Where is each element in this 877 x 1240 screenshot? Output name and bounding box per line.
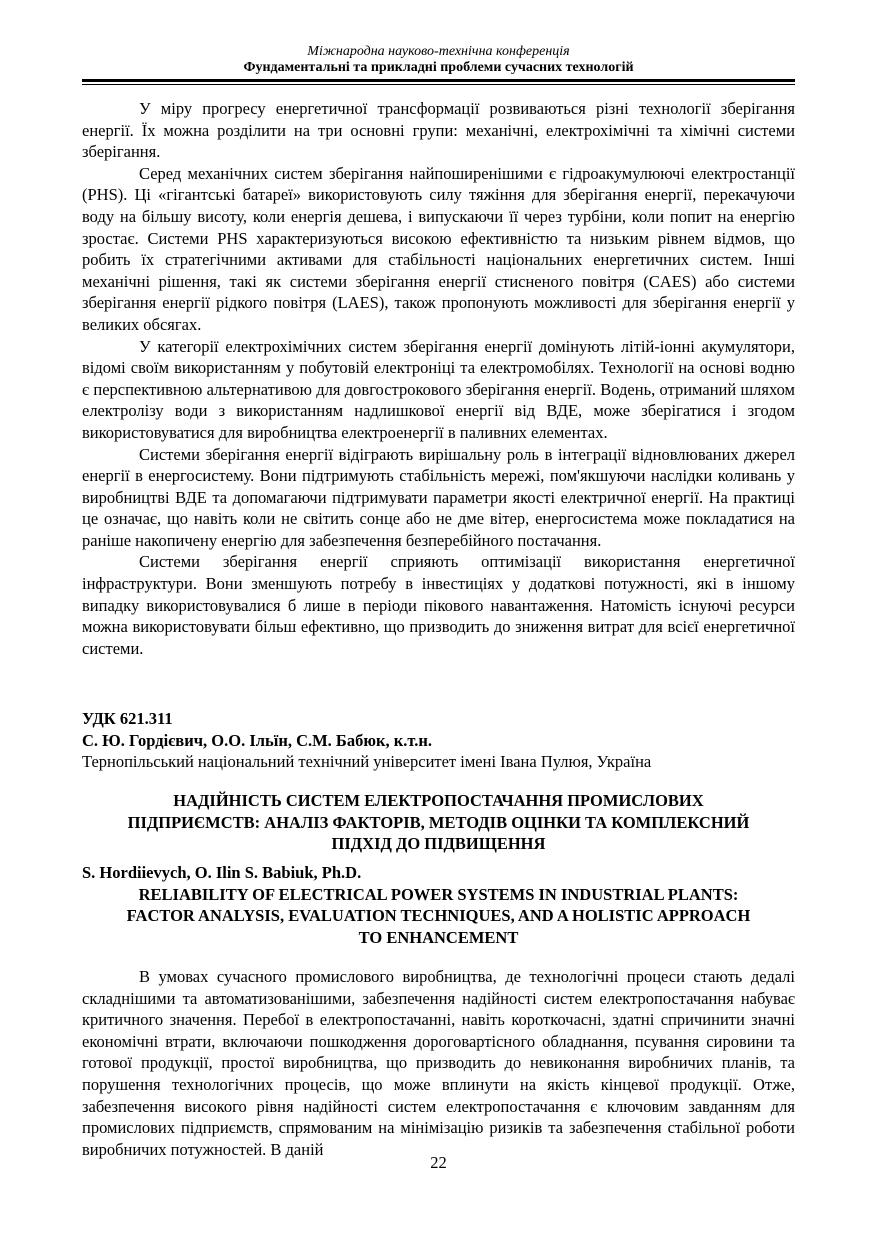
title-line: НАДІЙНІСТЬ СИСТЕМ ЕЛЕКТРОПОСТАЧАННЯ ПРОМИСЛОВИХ: [173, 791, 704, 810]
article-title-ua: [82, 790, 795, 855]
english-heading: [82, 862, 795, 948]
conference-name: Міжнародна науково-технічна конференція: [307, 44, 570, 59]
authors-en: S. Hordiievych, O. Ilin S. Babiuk, Ph.D.: [82, 863, 362, 882]
header-rule-thick: [82, 79, 795, 82]
header-rule-thin: [82, 84, 795, 85]
article-title-en: [82, 884, 795, 949]
paragraph: В умовах сучасного промислового виробництва, де технологічні процеси стають дедалі складнішими та автоматизованішими, забезпечення надійності систем електропостачання набуває критичного значення. Перебої в електропостачанні, навіть короткочасні, здатні спричинити значні економічні втрати, включаючи пошкодження дороговартісного обладнання, псування сировини та готової продукції, простої виробництва, що призводить до невиконання виробничих планів, та порушення технологічних процесів, що може вплинути на якість кінцевої продукції. Отже, забезпечення високого рівня надійності систем електропостачання є ключовим завданням для промислових підприємств, спрямованим на мінімізацію ризиків та забезпечення стабільної роботи виробничих потужностей. В даній: [82, 967, 795, 1159]
page-number: 22: [430, 1153, 447, 1172]
running-header: [82, 44, 795, 76]
paragraph: Системи зберігання енергії відіграють вирішальну роль в інтеграції відновлюваних джерел енергії в енергосистему. Вони підтримують стабільність мережі, пом'якшуючи наслідки коливань у виробництві ВДЕ та допомагаючи підтримувати параметри якості електричної енергії. На практиці це означає, що навіть коли не світить сонце або не дме вітер, енергосистема може покладатися на раніше накопичену енергію для забезпечення безперебійного постачання.: [82, 444, 795, 550]
paragraph: У міру прогресу енергетичної трансформації розвиваються різні технології зберігання енергії. Їх можна розділити на три основні групи: механічні, електрохімічні та хімічні системи зберігання.: [82, 99, 795, 162]
paragraph: У категорії електрохімічних систем зберігання енергії домінують літій-іонні акумулятори, відомі своїм використанням у побутовій електроніці та електромобілях. Технології на основі водню є перспективною альтернативою для довгострокового зберігання енергії. Водень, отриманий шляхом електролізу води з використанням надлишкової енергії від ВДЕ, може зберігатися і згодом використовуватися для виробництва електроенергії в паливних елементах.: [82, 336, 795, 442]
paragraph: Системи зберігання енергії сприяють оптимізації використання енергетичної інфраструктури. Вони зменшують потребу в інвестиціях у додаткові потужності, які в іншому випадку використовувалися б лише в періоди пікового навантаження. Натомість існуючі ресурси можна використовувати більш ефективно, що призводить до зниження витрат для всієї енергетичної системи.: [82, 552, 795, 658]
conference-title: Фундаментальні та прикладні проблеми сучасних технологій: [243, 60, 634, 75]
authors-ua: С. Ю. Гордієвич, О.О. Ільїн, С.М. Бабюк, к.т.н.: [82, 730, 432, 750]
paragraph: Серед механічних систем зберігання найпоширенішими є гідроакумулюючі електростанції (PHS). Ці «гігантські батареї» використовують силу тяжіння для зберігання енергії, перекачуючи воду на більшу висоту, коли енергія дешева, і випускаючи її через турбіни, коли попит на енергію зростає. Системи PHS характеризуються високою ефективністю та низьким рівнем відмов, що робить їх стратегічними активами для стабільності національних енергетичних систем. Інші механічні рішення, такі як системи зберігання енергії стисненого повітря (CAES) або системи зберігання енергії рідкого повітря (LAES), також пропонують можливості для зберігання енергії у великих обсягах.: [82, 163, 795, 334]
article-body: [82, 966, 795, 1160]
title-line: ПІДПРИЄМСТВ: АНАЛІЗ ФАКТОРІВ, МЕТОДІВ ОЦІНКИ ТА КОМПЛЕКСНИЙ: [127, 812, 750, 832]
title-line: FACTOR ANALYSIS, EVALUATION TECHNIQUES, AND A HOLISTIC APPROACH: [126, 906, 751, 926]
article-meta: [82, 708, 795, 773]
title-line: RELIABILITY OF ELECTRICAL POWER SYSTEMS IN INDUSTRIAL PLANTS:: [138, 884, 739, 904]
title-line: TO ENHANCEMENT: [358, 927, 519, 947]
intro-text: [82, 98, 795, 659]
affiliation: Тернопільський національний технічний університет імені Івана Пулюя, Україна: [82, 752, 652, 772]
title-line: ПІДХІД ДО ПІДВИЩЕННЯ: [331, 834, 546, 854]
udk-code: УДК 621.311: [82, 709, 173, 728]
